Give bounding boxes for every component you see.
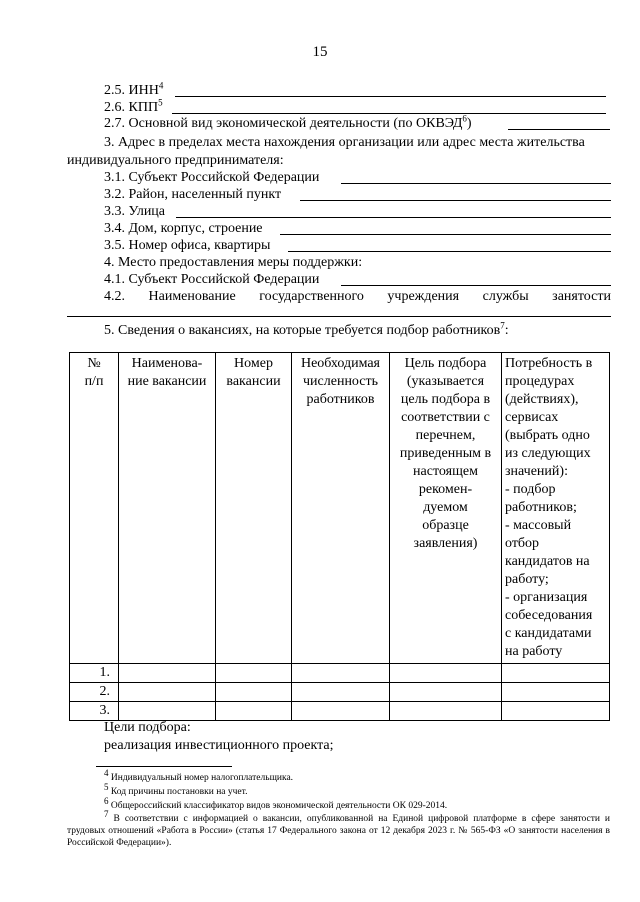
col-header-vacancy-number-text: Номер вакансии — [226, 356, 281, 389]
section3-street-line[interactable] — [176, 217, 611, 218]
footnote-divider — [96, 766, 232, 767]
col-header-services-need-text: Потребность в процедурах (действиях), сервисах (выбрать одно из следующих значений): - подбор работников; - массовый отбор кандидатов на работу; - организация собеседования с кандидатами на работу — [505, 356, 593, 659]
section3-house-line[interactable] — [280, 234, 611, 235]
goals-item: реализация инвестиционного проекта; — [104, 738, 334, 753]
table-cell[interactable] — [390, 683, 502, 702]
col-header-selection-goal — [390, 353, 502, 664]
field-kpp-line[interactable] — [172, 113, 606, 114]
section3-office-line[interactable] — [288, 251, 611, 252]
table-cell[interactable] — [119, 683, 216, 702]
field-okved-line[interactable] — [508, 129, 610, 130]
section3-subject-line[interactable] — [341, 183, 611, 184]
section4-employment-label: 4.2. Наименование государственного учреждения службы занятости — [104, 289, 611, 304]
field-inn-label: 2.5. ИНН$^4$ — [104, 80, 164, 98]
table-cell[interactable] — [292, 702, 390, 721]
footnote-5: $^5$ Код причины постановки на учет. — [104, 781, 248, 797]
section4-subject-line[interactable] — [341, 285, 611, 286]
table-cell[interactable] — [119, 702, 216, 721]
table-cell[interactable] — [292, 664, 390, 683]
table-row — [70, 702, 610, 721]
footnote-6: $^6$ Общероссийский классификатор видов экономической деятельности ОК 029-2014. — [104, 795, 448, 811]
field-inn-line[interactable] — [175, 96, 606, 97]
page-number: 15 — [312, 44, 328, 60]
table-cell[interactable] — [502, 702, 610, 721]
section5-title: 5. Сведения о вакансиях, на которые требуется подбор работников$^7$: — [104, 320, 509, 338]
col-header-number — [70, 353, 119, 664]
row-number: 3. — [70, 702, 119, 721]
section3-title-cont: индивидуального предпринимателя: — [67, 153, 284, 168]
section3-street-label: 3.3. Улица — [104, 204, 166, 219]
table-cell[interactable] — [292, 683, 390, 702]
row-number: 2. — [70, 683, 119, 702]
section3-district-label: 3.2. Район, населенный пункт — [104, 187, 282, 202]
field-okved-label: 2.7. Основной вид экономической деятельности (по ОКВЭД$^6$) — [104, 113, 472, 131]
col-header-vacancy-name-text: Наименова- ние вакансии — [127, 356, 207, 389]
table-cell[interactable] — [390, 702, 502, 721]
section3-district-line[interactable] — [300, 200, 611, 201]
table-header-row — [70, 353, 610, 664]
table-cell[interactable] — [216, 664, 292, 683]
col-header-required-count — [292, 353, 390, 664]
section3-house-label: 3.4. Дом, корпус, строение — [104, 221, 263, 236]
col-header-required-count-text: Необходимая численность работников — [300, 356, 380, 407]
col-header-vacancy-number — [216, 353, 292, 664]
col-header-vacancy-name — [119, 353, 216, 664]
table-row — [70, 683, 610, 702]
section4-subject-label: 4.1. Субъект Российской Федерации — [104, 272, 320, 287]
footnote-7: $^7$ В соответствии с информацией о вакансии, опубликованной на Единой цифровой платформе в сфере занятости и трудовых отношений «Работа в России» (статья 17 Федерального закона от 12 декабря 2023 г. № 565-ФЗ «О занятости населения в Российской Федерации»). — [67, 808, 611, 848]
col-header-selection-goal-text: Цель подбора (указывается цель подбора в соответствии с перечнем, приведенным в настоящем рекомен- дуемом образце заявления) — [399, 356, 492, 551]
row-number: 1. — [70, 664, 119, 683]
table-cell[interactable] — [216, 683, 292, 702]
table-cell[interactable] — [390, 664, 502, 683]
section4-employment-line[interactable] — [67, 316, 611, 317]
table-row — [70, 664, 610, 683]
section3-office-label: 3.5. Номер офиса, квартиры — [104, 238, 271, 253]
table-cell[interactable] — [119, 664, 216, 683]
table-cell[interactable] — [502, 683, 610, 702]
col-header-services-need — [502, 353, 610, 664]
goals-title: Цели подбора: — [104, 720, 191, 735]
vacancies-table — [69, 352, 610, 721]
col-header-number-text: № п/п — [84, 356, 104, 389]
section4-title: 4. Место предоставления меры поддержки: — [104, 255, 363, 270]
table-cell[interactable] — [502, 664, 610, 683]
table-cell[interactable] — [216, 702, 292, 721]
field-kpp-label: 2.6. КПП$^5$ — [104, 97, 163, 115]
section3-subject-label: 3.1. Субъект Российской Федерации — [104, 170, 320, 185]
footnote-4: $^4$ Индивидуальный номер налогоплательщика. — [104, 767, 294, 783]
section3-title: 3. Адрес в пределах места нахождения организации или адрес места жительства — [104, 135, 585, 150]
